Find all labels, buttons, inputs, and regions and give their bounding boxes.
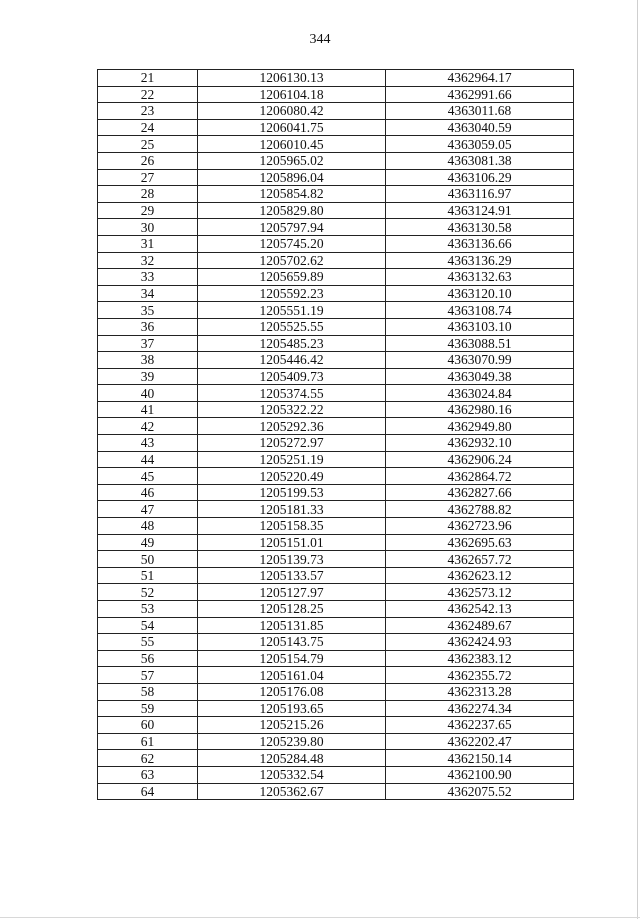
point-number-cell: 51 (98, 567, 198, 584)
x-coordinate-cell: 1205409.73 (198, 368, 386, 385)
point-number-cell: 23 (98, 103, 198, 120)
y-coordinate-cell: 4363088.51 (386, 335, 574, 352)
point-number-cell: 47 (98, 501, 198, 518)
coordinates-table-body (98, 70, 574, 800)
point-number-cell: 49 (98, 534, 198, 551)
x-coordinate-cell: 1205829.80 (198, 202, 386, 219)
x-coordinate-cell: 1205131.85 (198, 617, 386, 634)
y-coordinate-cell: 4363081.38 (386, 152, 574, 169)
y-coordinate-cell: 4362202.47 (386, 733, 574, 750)
table-row (98, 219, 574, 236)
table-row (98, 318, 574, 335)
x-coordinate-cell: 1206041.75 (198, 119, 386, 136)
x-coordinate-cell: 1205220.49 (198, 468, 386, 485)
table-row (98, 86, 574, 103)
point-number-cell: 36 (98, 318, 198, 335)
y-coordinate-cell: 4362906.24 (386, 451, 574, 468)
x-coordinate-cell: 1205158.35 (198, 518, 386, 535)
point-number-cell: 35 (98, 302, 198, 319)
scan-edge-right (637, 0, 638, 919)
x-coordinate-cell: 1205896.04 (198, 169, 386, 186)
table-row (98, 385, 574, 402)
x-coordinate-cell: 1205139.73 (198, 551, 386, 568)
table-row (98, 650, 574, 667)
x-coordinate-cell: 1205161.04 (198, 667, 386, 684)
table-row (98, 401, 574, 418)
y-coordinate-cell: 4362623.12 (386, 567, 574, 584)
table-row (98, 285, 574, 302)
y-coordinate-cell: 4362383.12 (386, 650, 574, 667)
x-coordinate-cell: 1205332.54 (198, 766, 386, 783)
x-coordinate-cell: 1205251.19 (198, 451, 386, 468)
y-coordinate-cell: 4363136.29 (386, 252, 574, 269)
table-row (98, 700, 574, 717)
table-row (98, 70, 574, 87)
x-coordinate-cell: 1205151.01 (198, 534, 386, 551)
y-coordinate-cell: 4362949.80 (386, 418, 574, 435)
table-row (98, 152, 574, 169)
point-number-cell: 46 (98, 484, 198, 501)
y-coordinate-cell: 4362864.72 (386, 468, 574, 485)
y-coordinate-cell: 4362100.90 (386, 766, 574, 783)
y-coordinate-cell: 4362657.72 (386, 551, 574, 568)
table-row (98, 235, 574, 252)
point-number-cell: 29 (98, 202, 198, 219)
y-coordinate-cell: 4363049.38 (386, 368, 574, 385)
y-coordinate-cell: 4363136.66 (386, 235, 574, 252)
point-number-cell: 64 (98, 783, 198, 800)
point-number-cell: 48 (98, 518, 198, 535)
y-coordinate-cell: 4362542.13 (386, 601, 574, 618)
point-number-cell: 40 (98, 385, 198, 402)
table-row (98, 518, 574, 535)
y-coordinate-cell: 4362827.66 (386, 484, 574, 501)
point-number-cell: 37 (98, 335, 198, 352)
x-coordinate-cell: 1205702.62 (198, 252, 386, 269)
table-row (98, 501, 574, 518)
table-row (98, 302, 574, 319)
y-coordinate-cell: 4362355.72 (386, 667, 574, 684)
point-number-cell: 45 (98, 468, 198, 485)
point-number-cell: 53 (98, 601, 198, 618)
coordinates-table (97, 69, 574, 800)
y-coordinate-cell: 4362424.93 (386, 634, 574, 651)
table-row (98, 601, 574, 618)
x-coordinate-cell: 1205128.25 (198, 601, 386, 618)
x-coordinate-cell: 1205551.19 (198, 302, 386, 319)
point-number-cell: 26 (98, 152, 198, 169)
page-number: 344 (309, 32, 331, 47)
table-row (98, 435, 574, 452)
x-coordinate-cell: 1205176.08 (198, 683, 386, 700)
point-number-cell: 63 (98, 766, 198, 783)
point-number-cell: 55 (98, 634, 198, 651)
y-coordinate-cell: 4363070.99 (386, 352, 574, 369)
y-coordinate-cell: 4362489.67 (386, 617, 574, 634)
table-row (98, 683, 574, 700)
table-row (98, 335, 574, 352)
point-number-cell: 58 (98, 683, 198, 700)
point-number-cell: 21 (98, 70, 198, 87)
y-coordinate-cell: 4362237.65 (386, 717, 574, 734)
x-coordinate-cell: 1205133.57 (198, 567, 386, 584)
x-coordinate-cell: 1205181.33 (198, 501, 386, 518)
point-number-cell: 25 (98, 136, 198, 153)
point-number-cell: 54 (98, 617, 198, 634)
point-number-cell: 31 (98, 235, 198, 252)
table-row (98, 368, 574, 385)
x-coordinate-cell: 1205446.42 (198, 352, 386, 369)
x-coordinate-cell: 1205525.55 (198, 318, 386, 335)
point-number-cell: 24 (98, 119, 198, 136)
y-coordinate-cell: 4362274.34 (386, 700, 574, 717)
y-coordinate-cell: 4362313.28 (386, 683, 574, 700)
x-coordinate-cell: 1205127.97 (198, 584, 386, 601)
y-coordinate-cell: 4363120.10 (386, 285, 574, 302)
x-coordinate-cell: 1205272.97 (198, 435, 386, 452)
y-coordinate-cell: 4363040.59 (386, 119, 574, 136)
table-row (98, 269, 574, 286)
x-coordinate-cell: 1205965.02 (198, 152, 386, 169)
x-coordinate-cell: 1205659.89 (198, 269, 386, 286)
table-row (98, 551, 574, 568)
x-coordinate-cell: 1205292.36 (198, 418, 386, 435)
y-coordinate-cell: 4362150.14 (386, 750, 574, 767)
table-row (98, 103, 574, 120)
y-coordinate-cell: 4362964.17 (386, 70, 574, 87)
y-coordinate-cell: 4362788.82 (386, 501, 574, 518)
y-coordinate-cell: 4362932.10 (386, 435, 574, 452)
table-row (98, 136, 574, 153)
point-number-cell: 42 (98, 418, 198, 435)
point-number-cell: 41 (98, 401, 198, 418)
point-number-cell: 59 (98, 700, 198, 717)
y-coordinate-cell: 4363011.68 (386, 103, 574, 120)
x-coordinate-cell: 1205854.82 (198, 186, 386, 203)
point-number-cell: 57 (98, 667, 198, 684)
y-coordinate-cell: 4363130.58 (386, 219, 574, 236)
y-coordinate-cell: 4363059.05 (386, 136, 574, 153)
y-coordinate-cell: 4362695.63 (386, 534, 574, 551)
table-row (98, 717, 574, 734)
table-row (98, 750, 574, 767)
x-coordinate-cell: 1205745.20 (198, 235, 386, 252)
table-row (98, 186, 574, 203)
table-row (98, 567, 574, 584)
y-coordinate-cell: 4362573.12 (386, 584, 574, 601)
x-coordinate-cell: 1205199.53 (198, 484, 386, 501)
point-number-cell: 60 (98, 717, 198, 734)
x-coordinate-cell: 1206080.42 (198, 103, 386, 120)
scan-edge-bottom (0, 917, 640, 918)
table-row (98, 634, 574, 651)
x-coordinate-cell: 1205374.55 (198, 385, 386, 402)
x-coordinate-cell: 1205193.65 (198, 700, 386, 717)
point-number-cell: 22 (98, 86, 198, 103)
point-number-cell: 27 (98, 169, 198, 186)
table-row (98, 169, 574, 186)
x-coordinate-cell: 1205284.48 (198, 750, 386, 767)
y-coordinate-cell: 4362075.52 (386, 783, 574, 800)
y-coordinate-cell: 4362991.66 (386, 86, 574, 103)
y-coordinate-cell: 4363124.91 (386, 202, 574, 219)
point-number-cell: 28 (98, 186, 198, 203)
x-coordinate-cell: 1205239.80 (198, 733, 386, 750)
y-coordinate-cell: 4363103.10 (386, 318, 574, 335)
table-row (98, 202, 574, 219)
point-number-cell: 34 (98, 285, 198, 302)
x-coordinate-cell: 1205143.75 (198, 634, 386, 651)
y-coordinate-cell: 4363116.97 (386, 186, 574, 203)
x-coordinate-cell: 1205215.26 (198, 717, 386, 734)
y-coordinate-cell: 4362980.16 (386, 401, 574, 418)
point-number-cell: 61 (98, 733, 198, 750)
x-coordinate-cell: 1205797.94 (198, 219, 386, 236)
point-number-cell: 52 (98, 584, 198, 601)
point-number-cell: 43 (98, 435, 198, 452)
y-coordinate-cell: 4363106.29 (386, 169, 574, 186)
point-number-cell: 56 (98, 650, 198, 667)
y-coordinate-cell: 4363108.74 (386, 302, 574, 319)
point-number-cell: 50 (98, 551, 198, 568)
y-coordinate-cell: 4363024.84 (386, 385, 574, 402)
table-row (98, 584, 574, 601)
x-coordinate-cell: 1205592.23 (198, 285, 386, 302)
table-row (98, 252, 574, 269)
point-number-cell: 32 (98, 252, 198, 269)
table-row (98, 352, 574, 369)
table-row (98, 733, 574, 750)
x-coordinate-cell: 1205362.67 (198, 783, 386, 800)
table-row (98, 119, 574, 136)
table-row (98, 617, 574, 634)
y-coordinate-cell: 4363132.63 (386, 269, 574, 286)
table-row (98, 451, 574, 468)
table-row (98, 783, 574, 800)
table-row (98, 484, 574, 501)
point-number-cell: 62 (98, 750, 198, 767)
table-row (98, 468, 574, 485)
point-number-cell: 39 (98, 368, 198, 385)
point-number-cell: 30 (98, 219, 198, 236)
x-coordinate-cell: 1206010.45 (198, 136, 386, 153)
x-coordinate-cell: 1206104.18 (198, 86, 386, 103)
x-coordinate-cell: 1205322.22 (198, 401, 386, 418)
x-coordinate-cell: 1205485.23 (198, 335, 386, 352)
table-row (98, 534, 574, 551)
point-number-cell: 33 (98, 269, 198, 286)
x-coordinate-cell: 1206130.13 (198, 70, 386, 87)
point-number-cell: 44 (98, 451, 198, 468)
table-row (98, 667, 574, 684)
x-coordinate-cell: 1205154.79 (198, 650, 386, 667)
point-number-cell: 38 (98, 352, 198, 369)
y-coordinate-cell: 4362723.96 (386, 518, 574, 535)
table-row (98, 418, 574, 435)
table-row (98, 766, 574, 783)
